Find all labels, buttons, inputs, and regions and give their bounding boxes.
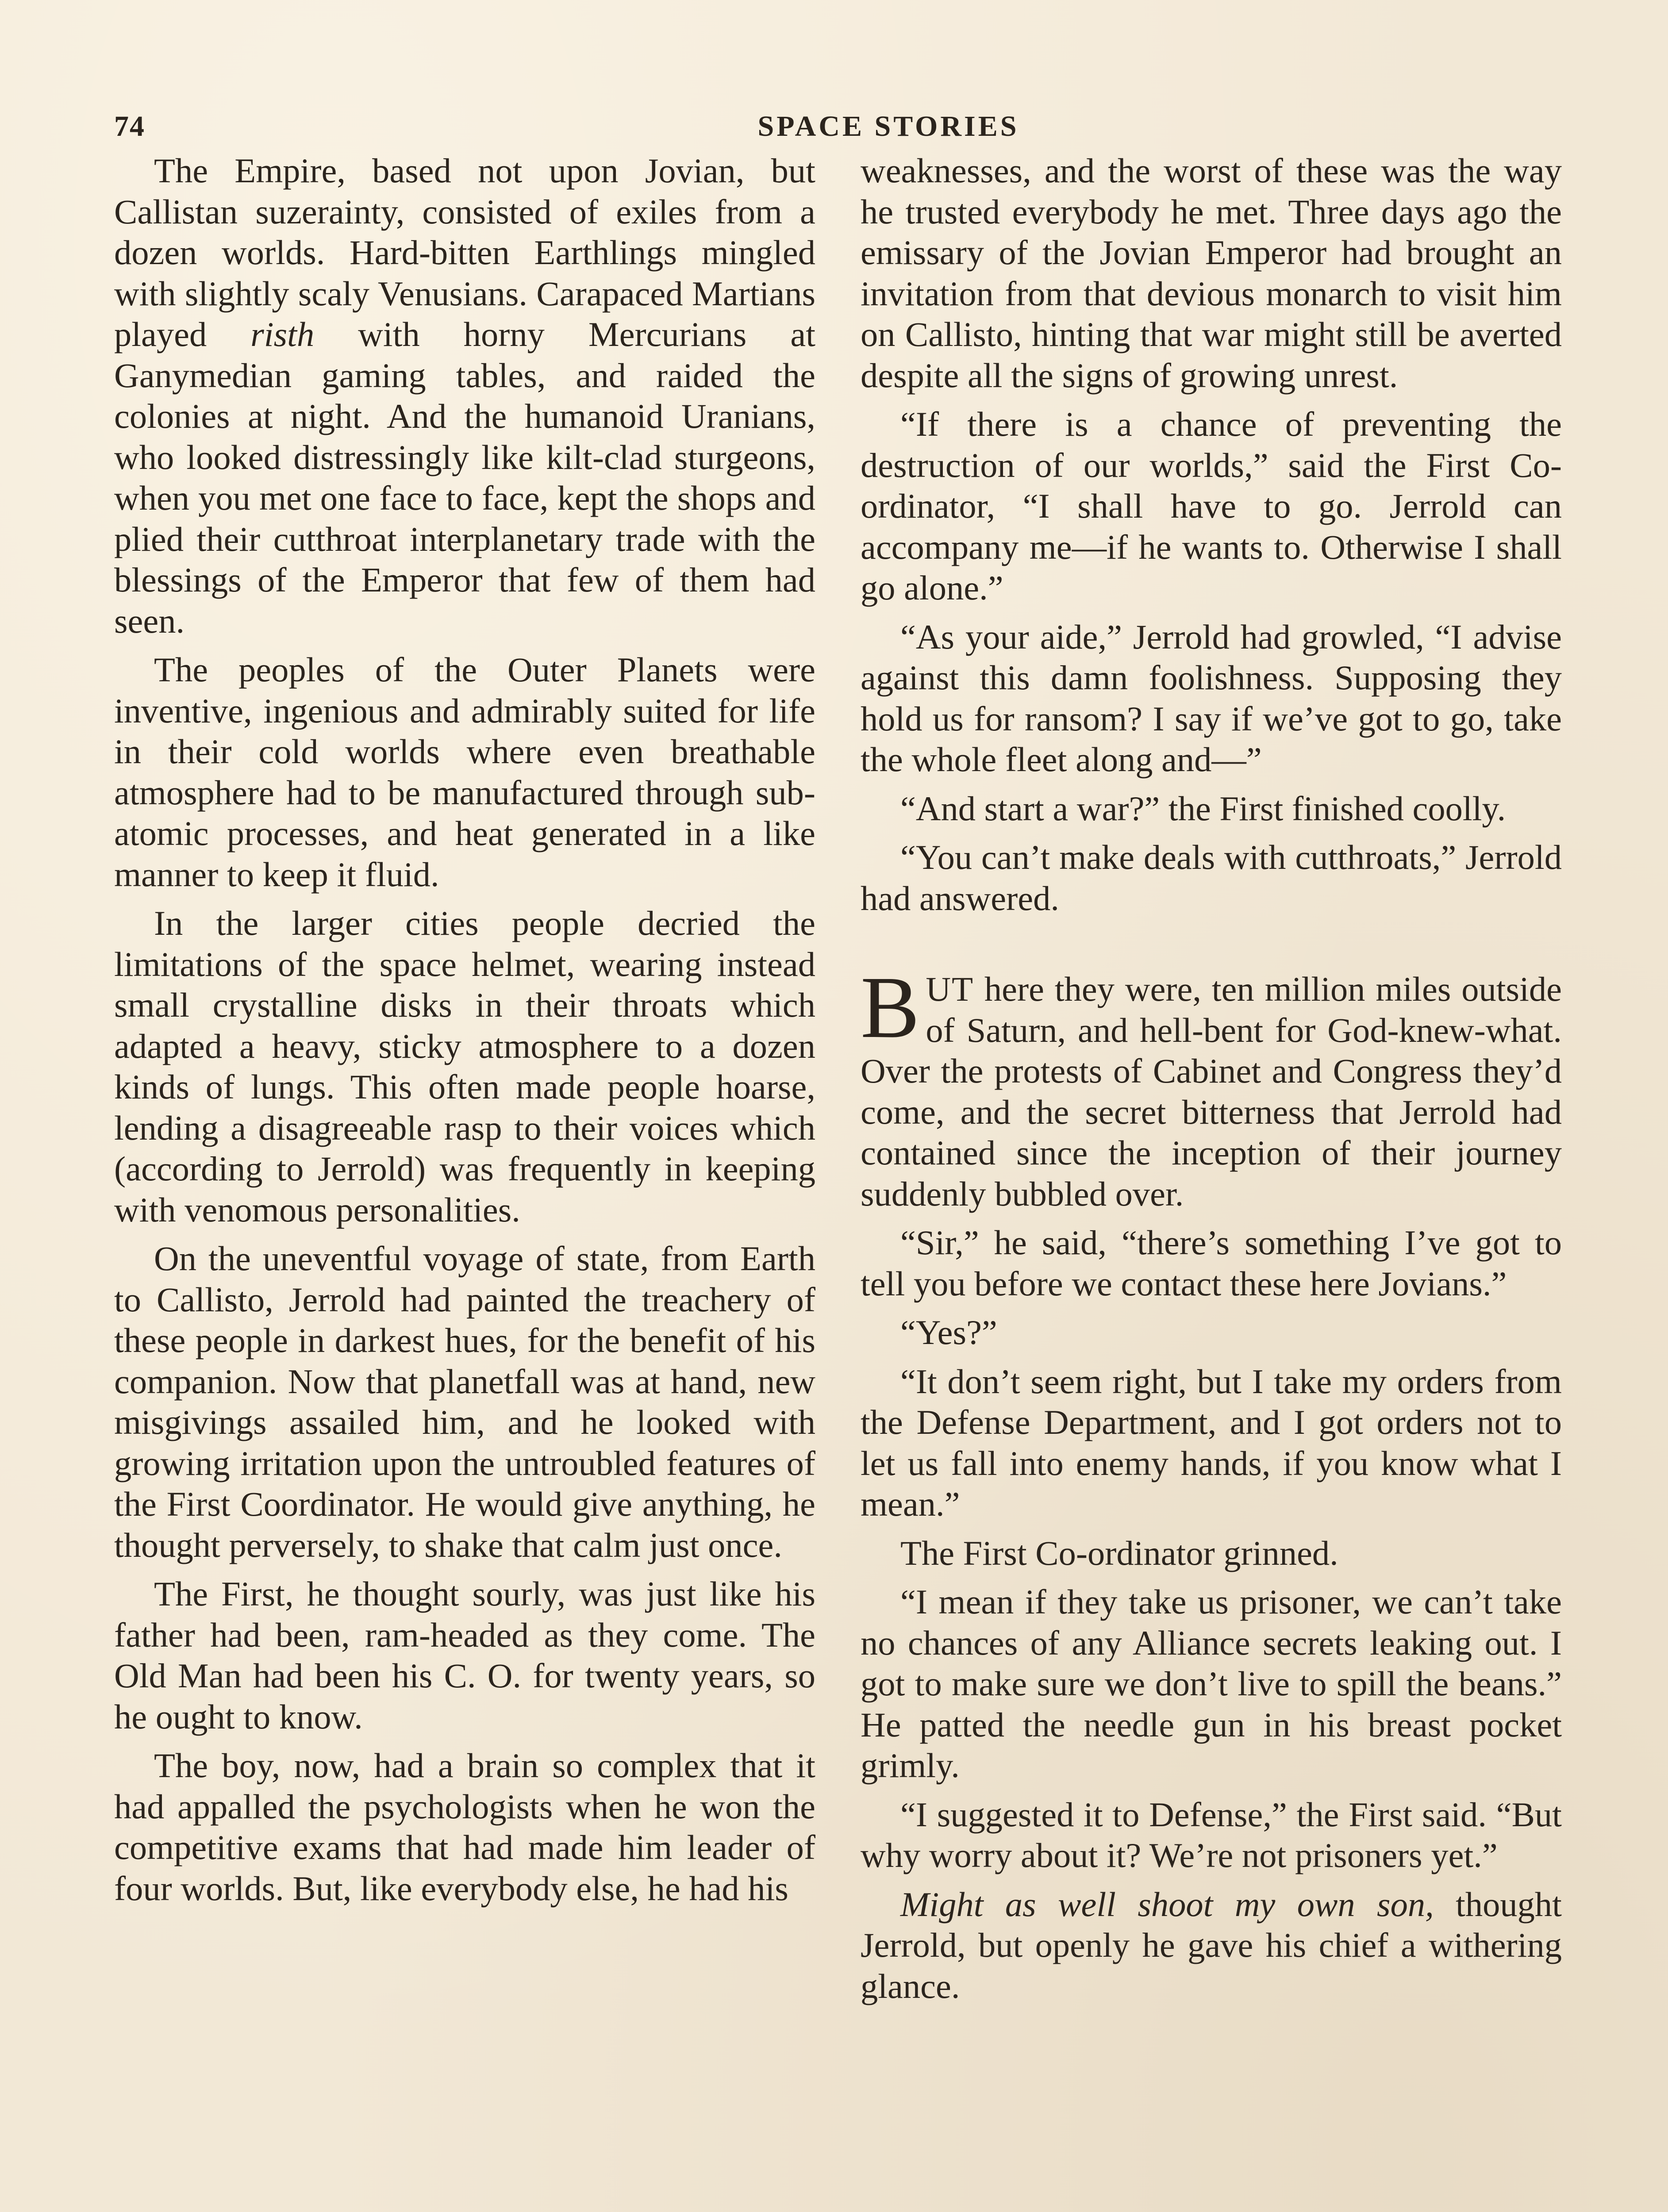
paragraph: In the larger cities people decried the limitations of the space helmet, wearing instead small crystalline disks in their throats which adapted a heavy, sticky atmosphere to a dozen kinds of lungs. This often made people hoarse, lending a disagreeable rasp to their voices which (according to Jerrold) was frequently in keeping with venomous personalities. xyxy=(114,904,815,1229)
paragraph: “Yes?” xyxy=(900,1313,997,1352)
paragraph: The First, he thought sourly, was just like his father had been, ram-headed as they come. The Old Man had been his C. O. for twenty years, so he ought to know. xyxy=(114,1575,815,1736)
paragraph-with-drop-cap xyxy=(861,959,1562,1214)
paragraph-text: here they were, ten million miles outside of Saturn, and hell-bent for God-knew-what. Over the protests of Cabinet and Congress they’d come, and the secret bitterness that Jerrold had contained since the inception of their journey suddenly bubbled over. xyxy=(861,970,1562,1213)
paragraph-text: thought Jerrold, but openly he gave his chief a withering glance. xyxy=(861,1885,1562,2005)
right-column xyxy=(861,150,1562,2015)
paragraph: On the uneventful voyage of state, from Earth to Callisto, Jerrold had painted the treachery of these people in darkest hues, for the benefit of his companion. Now that planetfall was at hand, new misgivings assailed him, and he looked with growing irritation upon the untroubled features of the First Coordinator. He would give anything, he thought perversely, to shake that calm just once. xyxy=(114,1239,815,1564)
page-number: 74 xyxy=(114,110,145,142)
paragraph: “I mean if they take us prisoner, we can’t take no chances of any Alliance secrets leaking out. I got to make sure we don’t live to spill the beans.” He patted the needle gun in his breast pocket grimly. xyxy=(861,1582,1562,1785)
paragraph: “Sir,” he said, “there’s something I’ve got to tell you before we contact these here Jovians.” xyxy=(861,1223,1562,1303)
paragraph-text: with horny Mercurians at Ganymedian gaming tables, and raided the colonies at night. And the humanoid Uranians, who looked distressingly like kilt-clad sturgeons, when you met one face to face, kept the shops and plied their cutthroat interplanetary trade with the blessings of the Emperor that few of them had seen. xyxy=(114,315,816,640)
paragraph: The boy, now, had a brain so complex that it had appalled the psychologists when he won the competitive exams that had made him leader of four worlds. But, like everybody else, he had his xyxy=(114,1746,815,1908)
italic-thought: Might as well shoot my own son, xyxy=(900,1885,1434,1924)
paragraph: “And start a war?” the First finished coolly. xyxy=(900,789,1506,828)
paragraph xyxy=(114,150,815,641)
section-break xyxy=(861,927,1562,969)
page-header xyxy=(114,110,1561,145)
paragraph: The peoples of the Outer Planets were inventive, ingenious and admirably suited for life in their cold worlds where even breathable atmosphere had to be manufactured through sub-atomic processes, and heat generated in a like manner to keep it fluid. xyxy=(114,650,815,894)
paragraph xyxy=(861,1884,1562,2007)
running-head: SPACE STORIES xyxy=(757,110,1019,142)
paragraph-text: The Empire, based not upon Jovian, but Callistan suzerainty, consisted of exiles from a dozen worlds. Hard-bitten Earthlings mingled with slightly scaly Venusians. Carapaced Martians played xyxy=(114,151,815,353)
drop-cap-continuation: UT xyxy=(926,970,974,1008)
paragraph: “As your aide,” Jerrold had growled, “I advise against this damn foolishness. Supposing they hold us for ransom? I say if we’ve got to go, take the whole fleet along and—” xyxy=(861,617,1562,779)
italic-word: risth xyxy=(250,315,315,353)
paragraph: The First Co-ordinator grinned. xyxy=(900,1533,1338,1572)
paragraph: “It don’t seem right, but I take my orders from the Defense Department, and I got orders not to let us fall into enemy hands, if you know what I mean.” xyxy=(861,1362,1562,1523)
paragraph: “You can’t make deals with cutthroats,” Jerrold had answered. xyxy=(861,838,1562,918)
paragraph: “I suggested it to Defense,” the First said. “But why worry about it? We’re not prisoners yet.” xyxy=(861,1795,1562,1874)
paragraph: “If there is a chance of preventing the destruction of our worlds,” said the First Co-ordinator, “I shall have to go. Jerrold can accompany me—if he wants to. Otherwise I shall go alone.” xyxy=(861,405,1562,607)
paragraph: weaknesses, and the worst of these was the way he trusted everybody he met. Three days ago the emissary of the Jovian Emperor had brought an invitation from that devious monarch to visit him on Callisto, hinting that war might still be averted despite all the signs of growing unrest. xyxy=(861,151,1562,395)
drop-cap: B xyxy=(861,959,920,1056)
left-column xyxy=(114,150,815,1917)
